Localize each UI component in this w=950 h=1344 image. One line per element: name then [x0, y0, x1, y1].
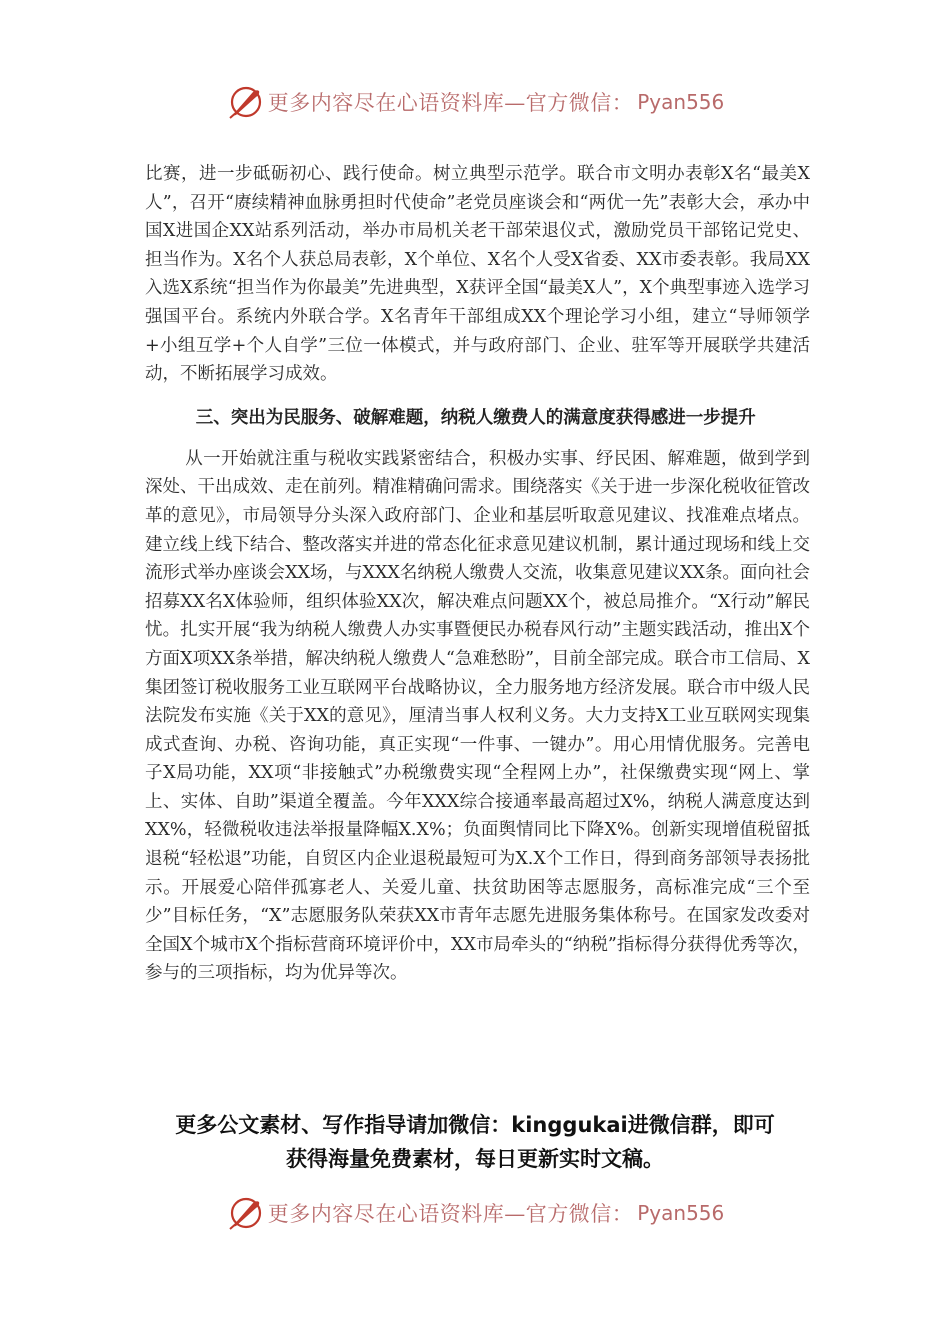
footer-wechat-id: Pyan556	[637, 1201, 725, 1225]
promo-notice	[120, 1108, 830, 1176]
footer-banner	[0, 1193, 950, 1233]
footer-banner-text: 更多内容尽在心语资料库—官方微信：	[267, 1202, 634, 1226]
quill-pen-logo-icon	[226, 1193, 266, 1233]
promo-line-1: 更多公文素材、写作指导请加微信：kinggukai进微信群，即可	[175, 1113, 775, 1137]
header-banner-text: 更多内容尽在心语资料库—官方微信：	[267, 91, 634, 115]
body-paragraph-2: 从一开始就注重与税收实践紧密结合，积极办实事、纾民困、解难题，做到学到深处、干出成效、走在前列。精准精确问需求。围绕落实《关于进一步深化税收征管改革的意见》，市局领导分头深入政府部门、企业和基层听取意见建议、找准难点堵点。建立线上线下结合、整改落实并进的常态化征求意见建议机制，累计通过现场和线上交流形式举办座谈会XX场，与XXX名纳税人缴费人交流，收集意见建议XX条。面向社会招募XX名X体验师，组织体验XX次，解决难点问题XX个，被总局推介。“X行动”解民忧。扎实开展“我为纳税人缴费人办实事暨便民办税春风行动”主题实践活动，推出X个方面X项XX条举措，解决纳税人缴费人“急难愁盼”，目前全部完成。联合市工信局、X集团签订税收服务工业互联网平台战略协议，全力服务地方经济发展。联合市中级人民法院发布实施《关于XX的意见》，厘清当事人权利义务。大力支持X工业互联网实现集成式查询、办税、咨询功能，真正实现“一件事、一键办”。用心用情优服务。完善电子X局功能，XX项“非接触式”办税缴费实现“全程网上办”，社保缴费实现“网上、掌上、实体、自助”渠道全覆盖。今年XXX综合接通率最高超过X%，纳税人满意度达到XX%，轻微税收违法举报量降幅X.X%；负面舆情同比下降X%。创新实现增值税留抵退税“轻松退”功能，自贸区内企业退税最短可为X.X个工作日，得到商务部领导表扬批示。开展爱心陪伴孤寡老人、关爱儿童、扶贫助困等志愿服务，高标准完成“三个至少”目标任务，“X”志愿服务队荣获XX市青年志愿先进服务集体称号。在国家发改委对全国X个城市X个指标营商环境评价中，XX市局牵头的“纳税”指标得分获得优秀等次，参与的三项指标，均为优异等次。	[145, 448, 810, 984]
document-body	[145, 160, 810, 988]
quill-pen-logo-icon	[226, 82, 266, 122]
header-banner	[0, 82, 950, 122]
header-wechat-id: Pyan556	[637, 90, 725, 114]
body-paragraph-1: 比赛，进一步砥砺初心、践行使命。树立典型示范学。联合市文明办表彰X名“最美X人”，召开“赓续精神血脉勇担时代使命”老党员座谈会和“两优一先”表彰大会，承办中国X进国企XX站系列活动，举办市局机关老干部荣退仪式，激励党员干部铭记党史、担当作为。X名个人获总局表彰，X个单位、X名个人受X省委、XX市委表彰。我局XX入选X系统“担当作为你最美”先进典型，X获评全国“最美X人”，X个典型事迹入选学习强国平台。系统内外联合学。X名青年干部组成XX个理论学习小组，建立“导师领学+小组互学+个人自学”三位一体模式，并与政府部门、企业、驻军等开展联学共建活动，不断拓展学习成效。	[145, 164, 810, 385]
promo-line-2: 获得海量免费素材，每日更新实时文稿。	[286, 1147, 664, 1171]
section-heading-3: 三、突出为民服务、破解难题，纳税人缴费人的满意度获得感进一步提升	[195, 407, 756, 428]
